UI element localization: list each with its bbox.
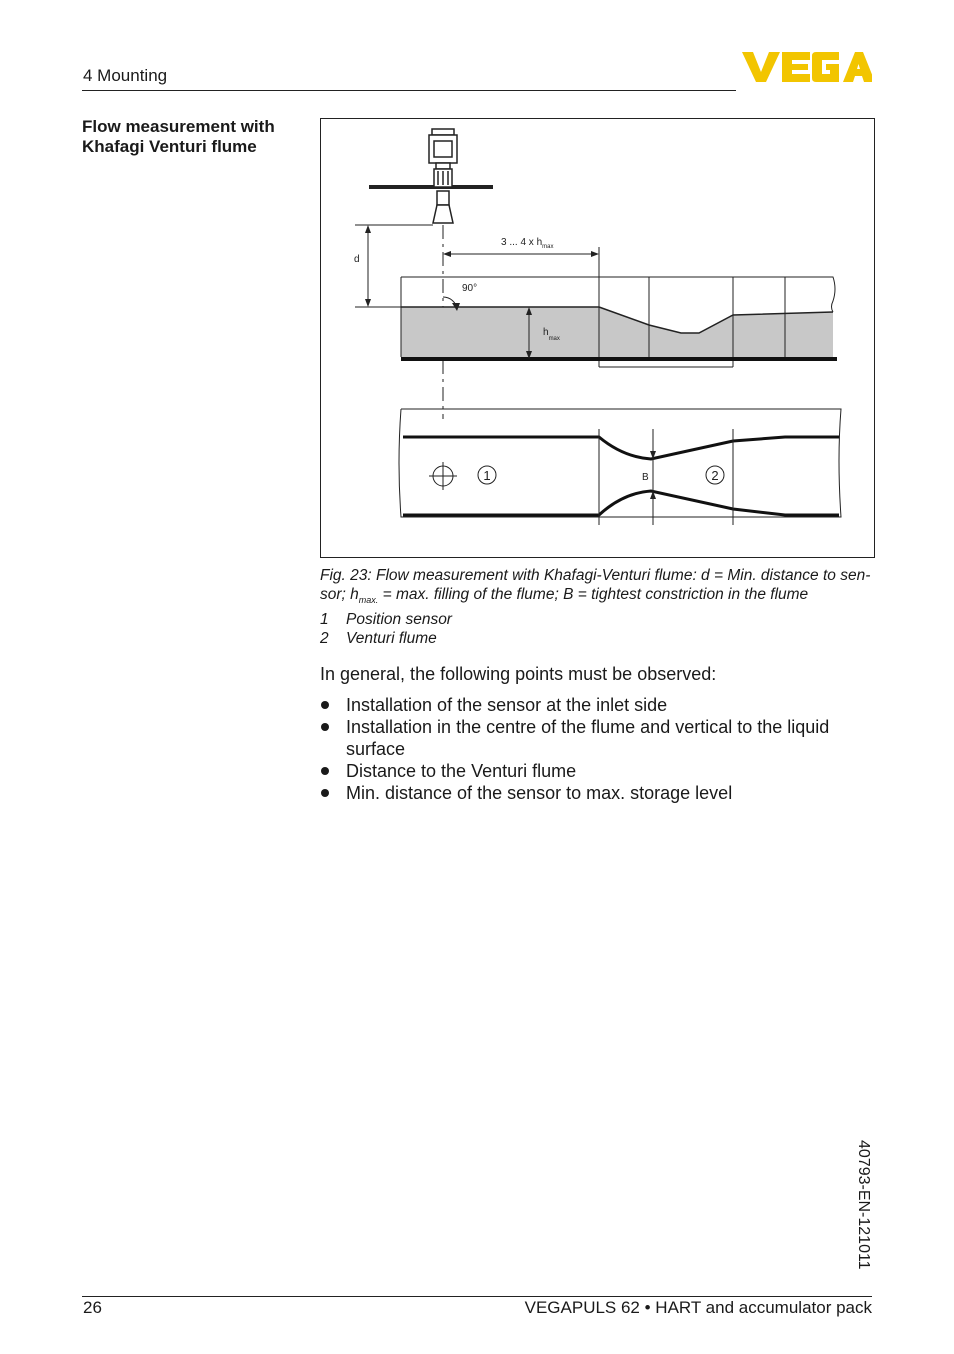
page-number: 26 [83,1298,102,1317]
distance-label: 3 ... 4 x $h_{max}$ [501,237,554,250]
section-label: 4 Mounting [83,66,168,85]
flume-wall-lower [403,491,839,515]
radar-sensor [429,129,457,223]
document-id: 40793-EN-121011 [855,1140,872,1270]
intro-paragraph: In general, the following points must be observed: [320,664,717,684]
list-item: Installation in the centre of the flume and vertical to the liquid surface [320,716,860,760]
figure-caption: Fig. 23: Flow measurement with Khafagi-Venturi flume: d = Min. distance to sen-sor; $h_{max.} = \max$. filling of the flume; B = tightest constriction in the flume [320,567,871,606]
flume-wall-upper [403,437,839,459]
angle-label: 90° [462,283,478,294]
b-label: B [642,472,649,483]
svg-text:1: 1 [483,468,491,483]
bullet-icon [321,701,329,709]
legend-item: 2 Venturi flume [320,630,437,647]
requirements-list [320,694,860,804]
side-heading: Flow measurement with Khafagi Venturi flume [82,117,275,156]
svg-text:2: 2 [711,468,719,483]
d-label: d [354,254,360,265]
bullet-icon [321,723,329,731]
figure-legend [320,610,452,648]
figure-frame [320,118,875,558]
footer-title: VEGAPULS 62 • HART and accumulator pack [524,1298,872,1317]
list-item: Distance to the Venturi flume [320,760,860,782]
footer-rule [82,1296,872,1297]
bullet-icon [321,789,329,797]
legend-item: 1 Position sensor [320,611,452,628]
hmax-label: $h_{max}$ [543,327,560,342]
venturi-flume-diagram [321,119,876,559]
vega-logo [742,50,872,84]
list-item: Min. distance of the sensor to max. storage level [320,782,860,804]
header-rule [82,90,736,91]
list-item: Installation of the sensor at the inlet side [320,694,860,716]
bullet-icon [321,767,329,775]
